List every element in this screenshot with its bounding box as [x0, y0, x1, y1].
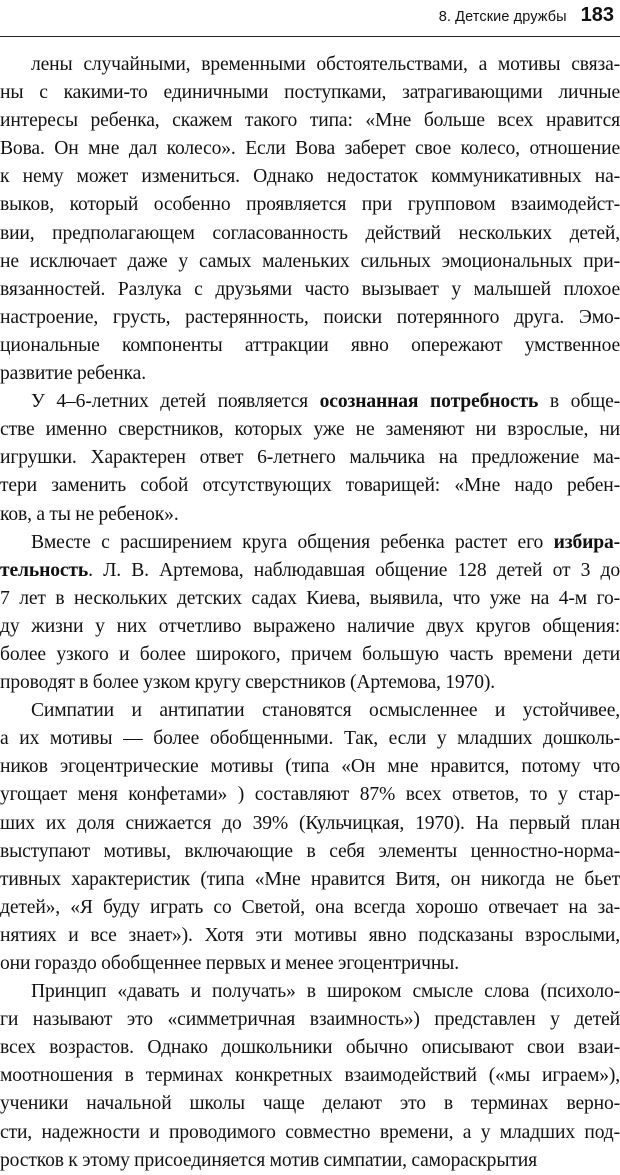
text-run: ны с какими-то единичными поступками, затрагивающими личные [0, 82, 620, 104]
text-run: Принцип «давать и получать» в широком смысле слова (психоло- [31, 981, 620, 1003]
text-run: Вова. Он мне дал колесо». Если Вова заберет свое колесо, отношение [0, 138, 620, 160]
text-run: более узкого и более широкого, причем большую часть времени дети [0, 643, 620, 665]
paragraph [0, 978, 620, 1175]
text-run: вии, предполагающем согласованность действий нескольких детей, [0, 222, 620, 244]
text-run: развитие ребенка. [0, 363, 146, 385]
text-line [0, 557, 620, 585]
text-line [0, 276, 620, 304]
paragraph [0, 51, 620, 388]
paragraph [0, 529, 620, 698]
text-line [0, 107, 620, 135]
text-run: ших их доля снижается до 39% (Кульчицкая, 1970). На первый план [0, 812, 620, 834]
text-run: они гораздо обобщеннее первых и менее эгоцентричны. [0, 953, 459, 974]
text-line [0, 51, 620, 79]
text-run: Вместе с расширением круга общения ребенка растет его [31, 531, 554, 553]
paragraph [0, 697, 620, 978]
text-line [0, 304, 620, 332]
bold-term: избира- [553, 531, 620, 553]
text-run: лены случайными, временными обстоятельствами, а мотивы связа- [31, 54, 620, 75]
text-line [0, 416, 620, 444]
text-run: всех возрастов. Однако дошкольники обычно описывают свои взаи- [0, 1037, 620, 1059]
text-run: ду жизни у них отчетливо выражено наличие двух кругов общения: [0, 615, 620, 637]
text-run: У 4–6-летних детей появляется [31, 391, 320, 413]
text-line [0, 781, 620, 809]
text-run: нятиях и все знает»). Хотя эти мотивы явно подсказаны взрослыми, [0, 924, 620, 946]
text-line [0, 585, 620, 613]
bold-term: осознанная потребность [319, 391, 539, 413]
text-line [0, 669, 620, 697]
text-line [0, 641, 620, 669]
text-line [0, 725, 620, 753]
text-run: ученики начальной школы чаще делают это в терминах верно- [0, 1093, 620, 1115]
text-line [0, 838, 620, 866]
text-run: циональные компоненты аттракции явно опережают умственное [0, 334, 620, 356]
text-run: сти, надежности и проводимого совместно времени, а у младших под- [0, 1121, 620, 1143]
text-run: ников эгоцентрические мотивы (типа «Он мне нравится, потому что [0, 756, 620, 778]
text-line [0, 191, 620, 219]
text-line [0, 529, 620, 557]
text-run: не исключает даже у самых маленьких сильных эмоциональных при- [0, 250, 620, 272]
text-line [0, 894, 620, 922]
text-run: интересы ребенка, скажем такого типа: «Мне больше всех нравится [0, 110, 620, 132]
text-run: ростков к этому присоединяется мотив симпатии, самораскрытия [0, 1149, 537, 1171]
text-run: Симпатии и антипатии становятся осмысленнее и устойчивее, [31, 700, 620, 722]
text-line [0, 1062, 620, 1090]
text-line [0, 501, 620, 529]
text-run: выков, который особенно проявляется при групповом взаимодейст- [0, 194, 620, 216]
text-line [0, 1034, 620, 1062]
text-run: стве именно сверстников, которых уже не заменяют ни взрослые, ни [0, 419, 620, 441]
text-line [0, 1006, 620, 1034]
text-line [0, 613, 620, 641]
text-run: в обще- [538, 391, 620, 413]
text-line [0, 135, 620, 163]
text-run: угощает меня конфетами» ) составляют 87% всех ответов, то у стар- [0, 784, 620, 806]
text-run: а их мотивы — более обобщенными. Так, если у младших дошколь- [0, 728, 620, 750]
bold-term: тельность [0, 559, 89, 581]
text-line [0, 472, 620, 500]
text-line [0, 1090, 620, 1118]
text-line [0, 444, 620, 472]
text-run: к нему может измениться. Однако недостаток коммуникативных на- [0, 166, 620, 188]
text-run: вязанностей. Разлука с друзьями часто вызывает у малышей плохое [0, 278, 620, 300]
text-run: детей», «Я буду играть со Светой, она всегда хорошо отвечает на за- [0, 896, 620, 918]
text-run: 7 лет в нескольких детских садах Киева, выявила, что уже на 4-м го- [0, 587, 620, 609]
text-run: ков, а ты не ребенок». [0, 503, 179, 525]
text-line [0, 360, 620, 388]
running-header [439, 4, 614, 28]
text-line [0, 79, 620, 107]
text-line [0, 388, 620, 416]
text-run: проводят в более узком кругу сверстников (Артемова, 1970). [0, 672, 495, 694]
text-line [0, 220, 620, 248]
text-line [0, 1147, 620, 1175]
text-line [0, 753, 620, 781]
text-run: тери заменить собой отсутствующих товарищей: «Мне надо ребен- [0, 475, 620, 497]
text-line [0, 978, 620, 1006]
text-line [0, 248, 620, 276]
text-run: ги называют это «симметричная взаимность») представлен у детей [0, 1009, 620, 1031]
text-line [0, 163, 620, 191]
text-run: выступают мотивы, включающие в себя элементы ценностно-норма- [0, 840, 620, 862]
chapter-title: 8. Детские дружбы [438, 9, 567, 25]
text-line [0, 697, 620, 725]
text-run: игрушки. Характерен ответ 6-летнего мальчика на предложение ма- [0, 447, 620, 469]
paragraph [0, 388, 620, 528]
text-line [0, 810, 620, 838]
text-line [0, 866, 620, 894]
header-rule [0, 36, 620, 37]
text-run: тивных характеристик (типа «Мне нравится Витя, он никогда не бьет [0, 868, 620, 890]
page-number: 183 [580, 4, 614, 26]
text-line [0, 950, 620, 978]
text-line [0, 1119, 620, 1147]
text-run: моотношения в терминах конкретных взаимодействий («мы играем»), [0, 1065, 620, 1087]
text-run: . Л. В. Артемова, наблюдавшая общение 128 детей от 3 до [88, 559, 620, 581]
text-line [0, 332, 620, 360]
body-text [0, 51, 620, 1175]
text-run: настроение, грусть, растерянность, поиски потерянного друга. Эмо- [0, 306, 620, 328]
text-line [0, 922, 620, 950]
